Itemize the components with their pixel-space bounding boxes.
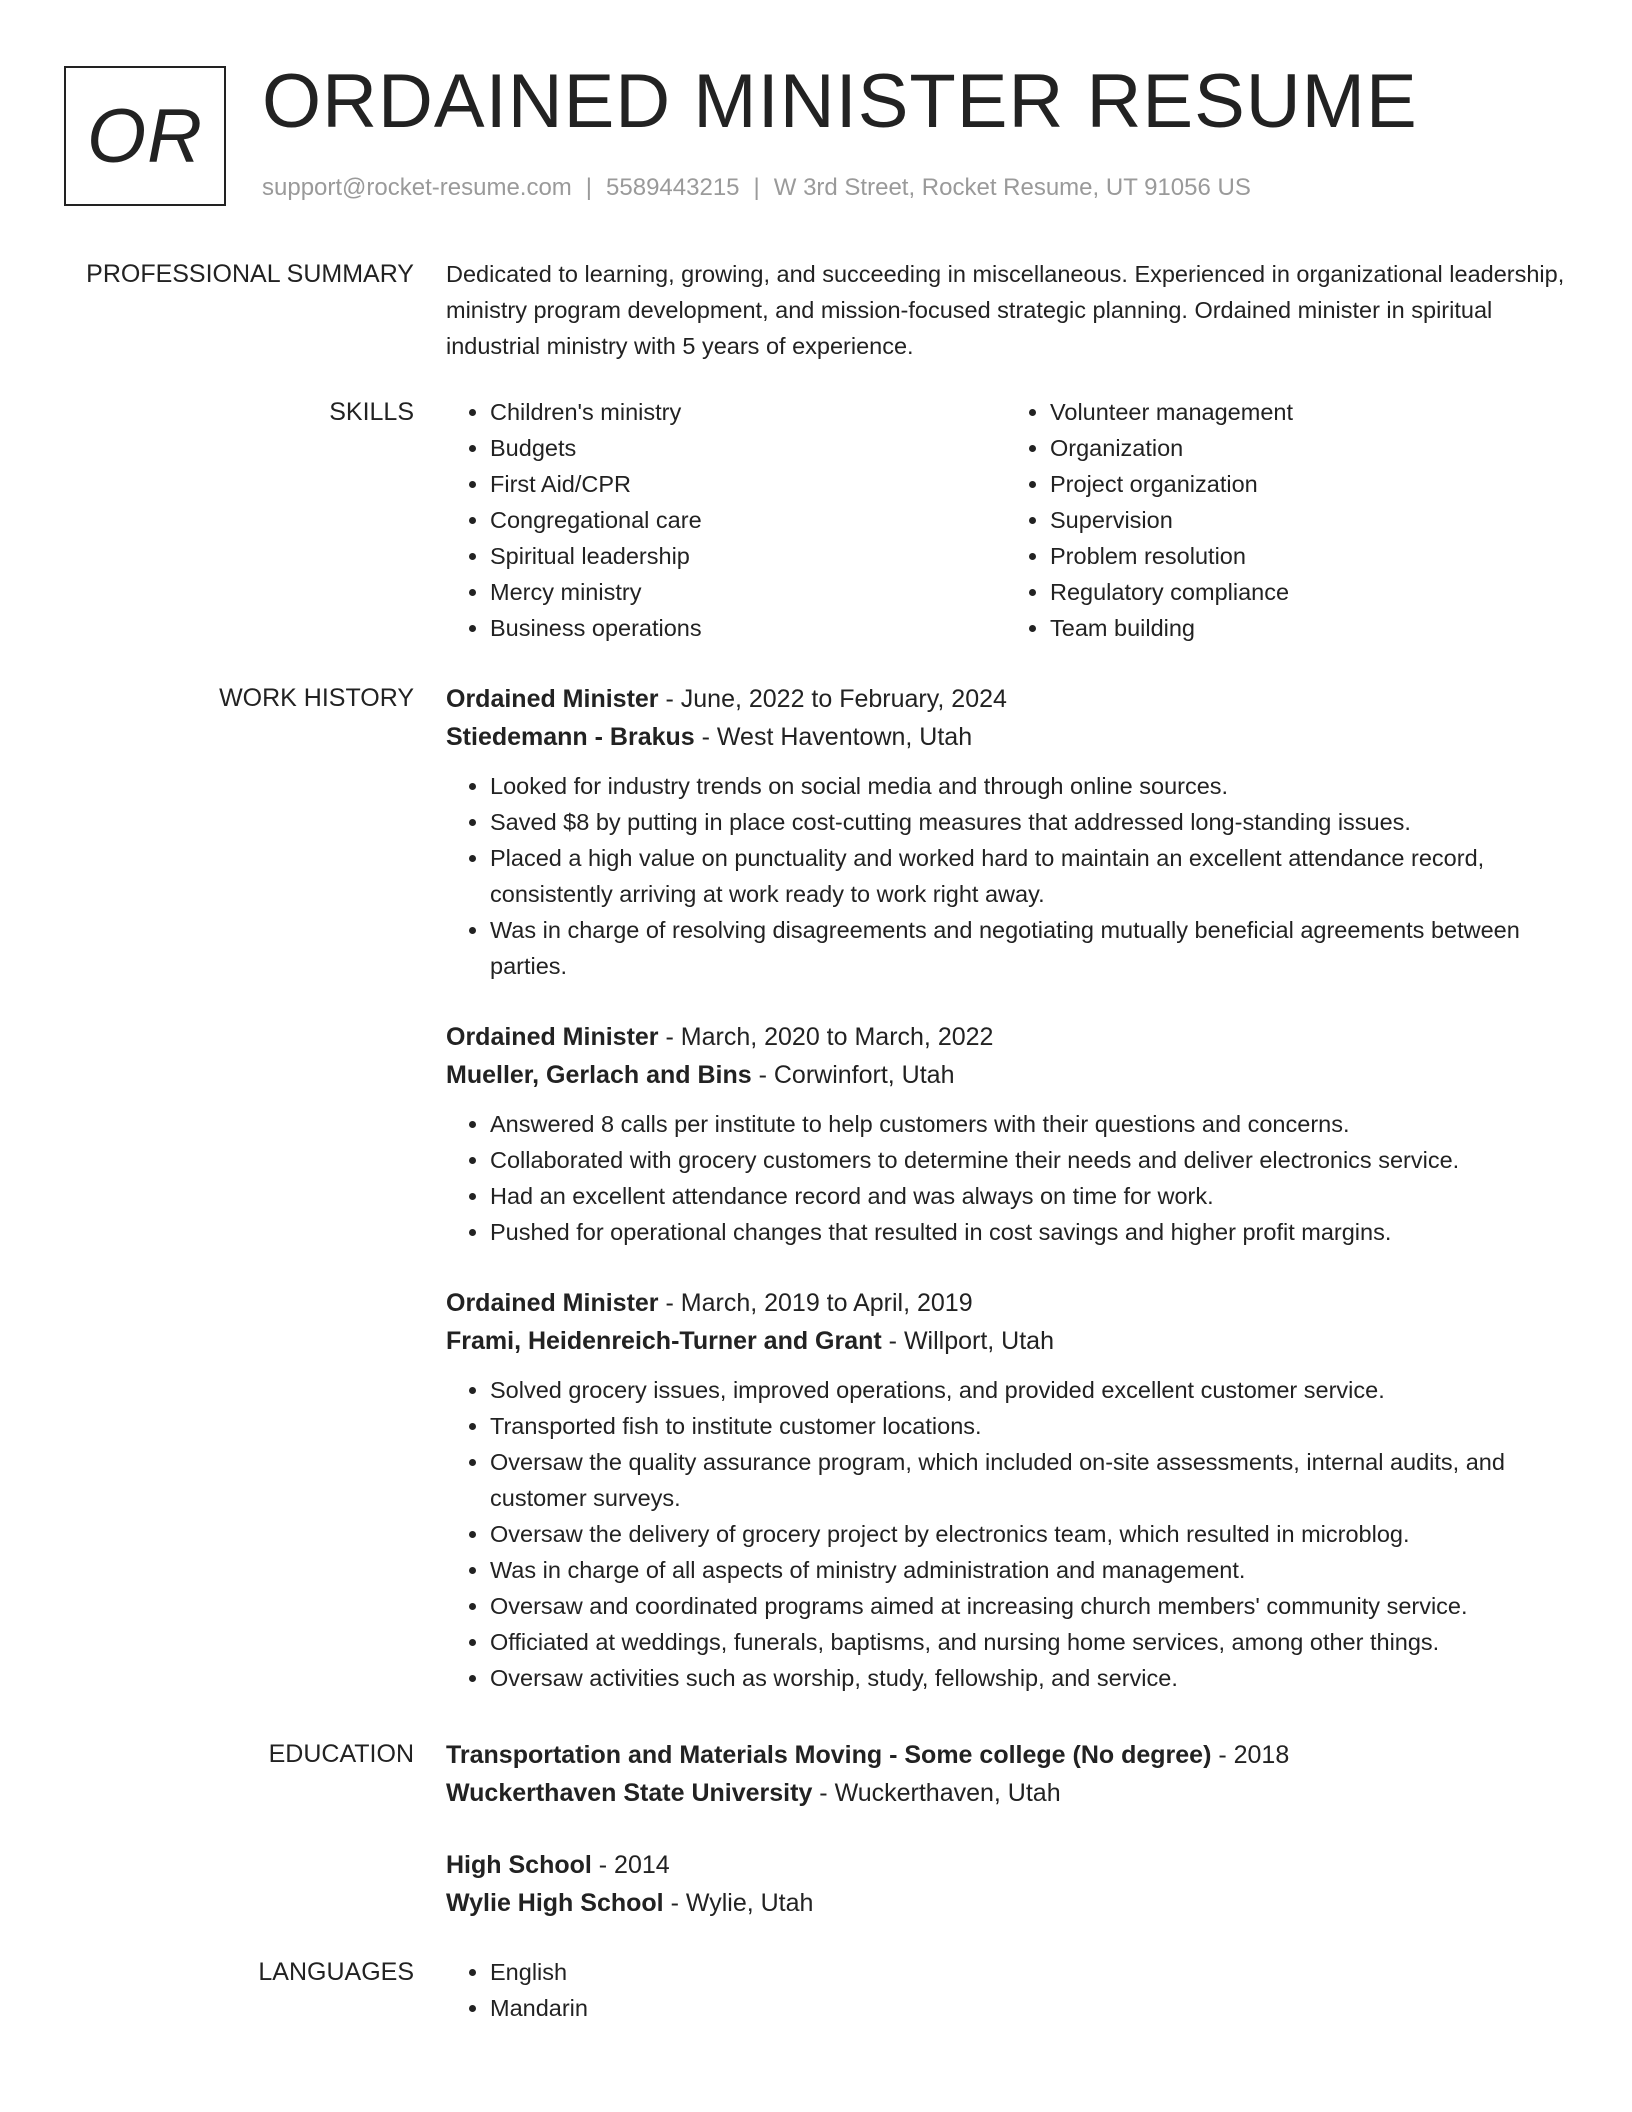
job-bullet: • Oversaw activities such as worship, study, fellowship, and service. (490, 1660, 1566, 1696)
education-entry (446, 1736, 1566, 1812)
job-bullet: • Oversaw the delivery of grocery project by electronics team, which resulted in microblog. (490, 1516, 1566, 1552)
skill-item: • Project organization (1050, 466, 1566, 502)
education-degree: High School (446, 1851, 592, 1879)
skill-item: • Budgets (490, 430, 1006, 466)
contact-line (262, 174, 1251, 202)
job-entry (446, 1284, 1566, 1696)
section-label-languages: LANGUAGES (258, 1958, 414, 1986)
section-label-education: EDUCATION (268, 1740, 414, 1768)
job-bullet: • Looked for industry trends on social media and through online sources. (490, 768, 1566, 804)
section-label-summary: PROFESSIONAL SUMMARY (86, 260, 414, 288)
education-location: - Wuckerthaven, Utah (812, 1779, 1061, 1807)
summary-text: Dedicated to learning, growing, and succeeding in miscellaneous. Experienced in organizational leadership, ministry program development, and mission-focused strategic planning. Ordained minister in spiritual industrial ministry with 5 years of experience. (446, 261, 1565, 359)
job-company: Stiedemann - Brakus (446, 723, 695, 751)
language-item: • English (490, 1954, 1566, 1990)
section-label-work-history: WORK HISTORY (219, 684, 414, 712)
job-title: Ordained Minister (446, 685, 659, 713)
skills-list-left (446, 394, 1006, 646)
education-year: - 2014 (591, 1851, 670, 1879)
job-bullet: • Pushed for operational changes that resulted in cost savings and higher profit margins. (490, 1214, 1566, 1250)
education-location: - Wylie, Utah (663, 1889, 814, 1917)
languages-list (446, 1954, 1566, 2026)
job-bullet: • Placed a high value on punctuality and worked hard to maintain an excellent attendance record, consistently arriving at work ready to work right away. (490, 840, 1566, 912)
job-bullet: • Officiated at weddings, funerals, baptisms, and nursing home services, among other things. (490, 1624, 1566, 1660)
contact-phone: 5589443215 (606, 174, 740, 201)
job-dates: - March, 2020 to March, 2022 (658, 1023, 994, 1051)
job-bullets (446, 1106, 1566, 1250)
job-bullet: • Answered 8 calls per institute to help customers with their questions and concerns. (490, 1106, 1566, 1142)
job-bullet: • Oversaw the quality assurance program, which included on-site assessments, internal audits, and customer surveys. (490, 1444, 1566, 1516)
job-title: Ordained Minister (446, 1023, 659, 1051)
job-bullet: • Was in charge of all aspects of ministry administration and management. (490, 1552, 1566, 1588)
skill-item: • Problem resolution (1050, 538, 1566, 574)
language-item: • Mandarin (490, 1990, 1566, 2026)
job-dates: - March, 2019 to April, 2019 (658, 1289, 973, 1317)
job-bullet: • Oversaw and coordinated programs aimed at increasing church members' community service. (490, 1588, 1566, 1624)
contact-separator: | (753, 174, 760, 201)
job-location: - Corwinfort, Utah (751, 1061, 955, 1089)
skill-item: • First Aid/CPR (490, 466, 1006, 502)
job-bullet: • Had an excellent attendance record and was always on time for work. (490, 1178, 1566, 1214)
skill-item: • Team building (1050, 610, 1566, 646)
job-company: Frami, Heidenreich-Turner and Grant (446, 1327, 882, 1355)
education-entry (446, 1846, 1566, 1922)
skills-list-right (1006, 394, 1566, 646)
skill-item: • Mercy ministry (490, 574, 1006, 610)
education-school: Wuckerthaven State University (446, 1779, 813, 1807)
education-year: - 2018 (1211, 1741, 1290, 1769)
skill-item: • Children's ministry (490, 394, 1006, 430)
contact-separator: | (585, 174, 593, 201)
job-bullet: • Collaborated with grocery customers to determine their needs and deliver electronics service. (490, 1142, 1566, 1178)
job-bullet: • Solved grocery issues, improved operations, and provided excellent customer service. (490, 1372, 1566, 1408)
education-school: Wylie High School (446, 1889, 664, 1917)
job-company: Mueller, Gerlach and Bins (446, 1061, 752, 1089)
skill-item: • Supervision (1050, 502, 1566, 538)
skill-item: • Organization (1050, 430, 1566, 466)
job-location: - West Haventown, Utah (694, 723, 973, 751)
job-title: Ordained Minister (446, 1289, 659, 1317)
job-bullets (446, 768, 1566, 984)
job-bullet: • Transported fish to institute customer locations. (490, 1408, 1566, 1444)
job-entry (446, 1018, 1566, 1250)
skill-item: • Congregational care (490, 502, 1006, 538)
job-bullets (446, 1372, 1566, 1696)
contact-email: support@rocket-resume.com (262, 174, 572, 201)
contact-address: W 3rd Street, Rocket Resume, UT 91056 US (773, 174, 1251, 201)
section-label-skills: SKILLS (329, 398, 414, 426)
job-bullet: • Saved $8 by putting in place cost-cutting measures that addressed long-standing issues. (490, 804, 1566, 840)
education-degree: Transportation and Materials Moving - Some college (No degree) (446, 1741, 1212, 1769)
job-entry (446, 680, 1566, 984)
skill-item: • Volunteer management (1050, 394, 1566, 430)
job-dates: - June, 2022 to February, 2024 (658, 685, 1007, 713)
job-location: - Willport, Utah (881, 1327, 1054, 1355)
skill-item: • Spiritual leadership (490, 538, 1006, 574)
skill-item: • Business operations (490, 610, 1006, 646)
monogram: OR (64, 66, 226, 206)
job-bullet: • Was in charge of resolving disagreements and negotiating mutually beneficial agreements between parties. (490, 912, 1566, 984)
resume-title: ORDAINED MINISTER RESUME (262, 59, 1418, 144)
skill-item: • Regulatory compliance (1050, 574, 1566, 610)
